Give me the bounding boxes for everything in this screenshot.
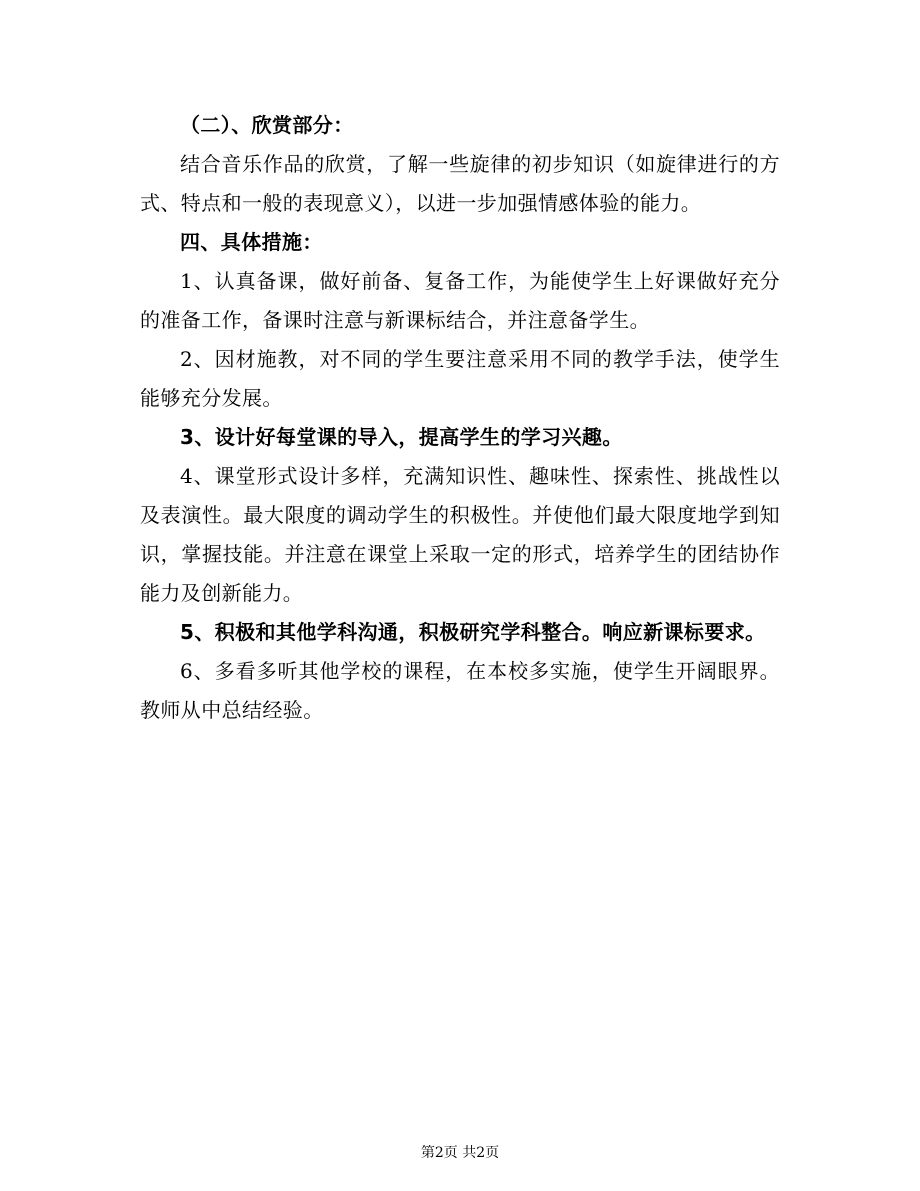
- document-body: [140, 106, 780, 730]
- measure-item-3: 3、设计好每堂课的导入，提高学生的学习兴趣。: [180, 425, 623, 449]
- measure-item-4: 4、课堂形式设计多样，充满知识性、趣味性、探索性、挑战性以及表演性。最大限度的调动学生的积极性。并使他们最大限度地学到知识，掌握技能。并注意在课堂上采取一定的形式，培养学生的团结协作能力及创新能力。: [140, 464, 780, 605]
- page-footer: 第2页 共2页: [420, 1145, 500, 1161]
- measure-item-2: 2、因材施教，对不同的学生要注意采用不同的教学手法，使学生能够充分发展。: [140, 347, 780, 410]
- measure-item-6: 6、多看多听其他学校的课程，在本校多实施，使学生开阔眼界。教师从中总结经验。: [140, 659, 780, 722]
- section-heading-appreciation: （二）、欣赏部分：: [180, 113, 354, 137]
- measure-item-5: 5、积极和其他学科沟通，积极研究学科整合。响应新课标要求。: [180, 620, 766, 644]
- measure-item-1: 1、认真备课，做好前备、复备工作，为能使学生上好课做好充分的准备工作，备课时注意与新课标结合，并注意备学生。: [140, 269, 780, 332]
- paragraph-appreciation: 结合音乐作品的欣赏，了解一些旋律的初步知识（如旋律进行的方式、特点和一般的表现意义），以进一步加强情感体验的能力。: [140, 152, 780, 215]
- section-heading-measures: 四、具体措施：: [180, 230, 323, 254]
